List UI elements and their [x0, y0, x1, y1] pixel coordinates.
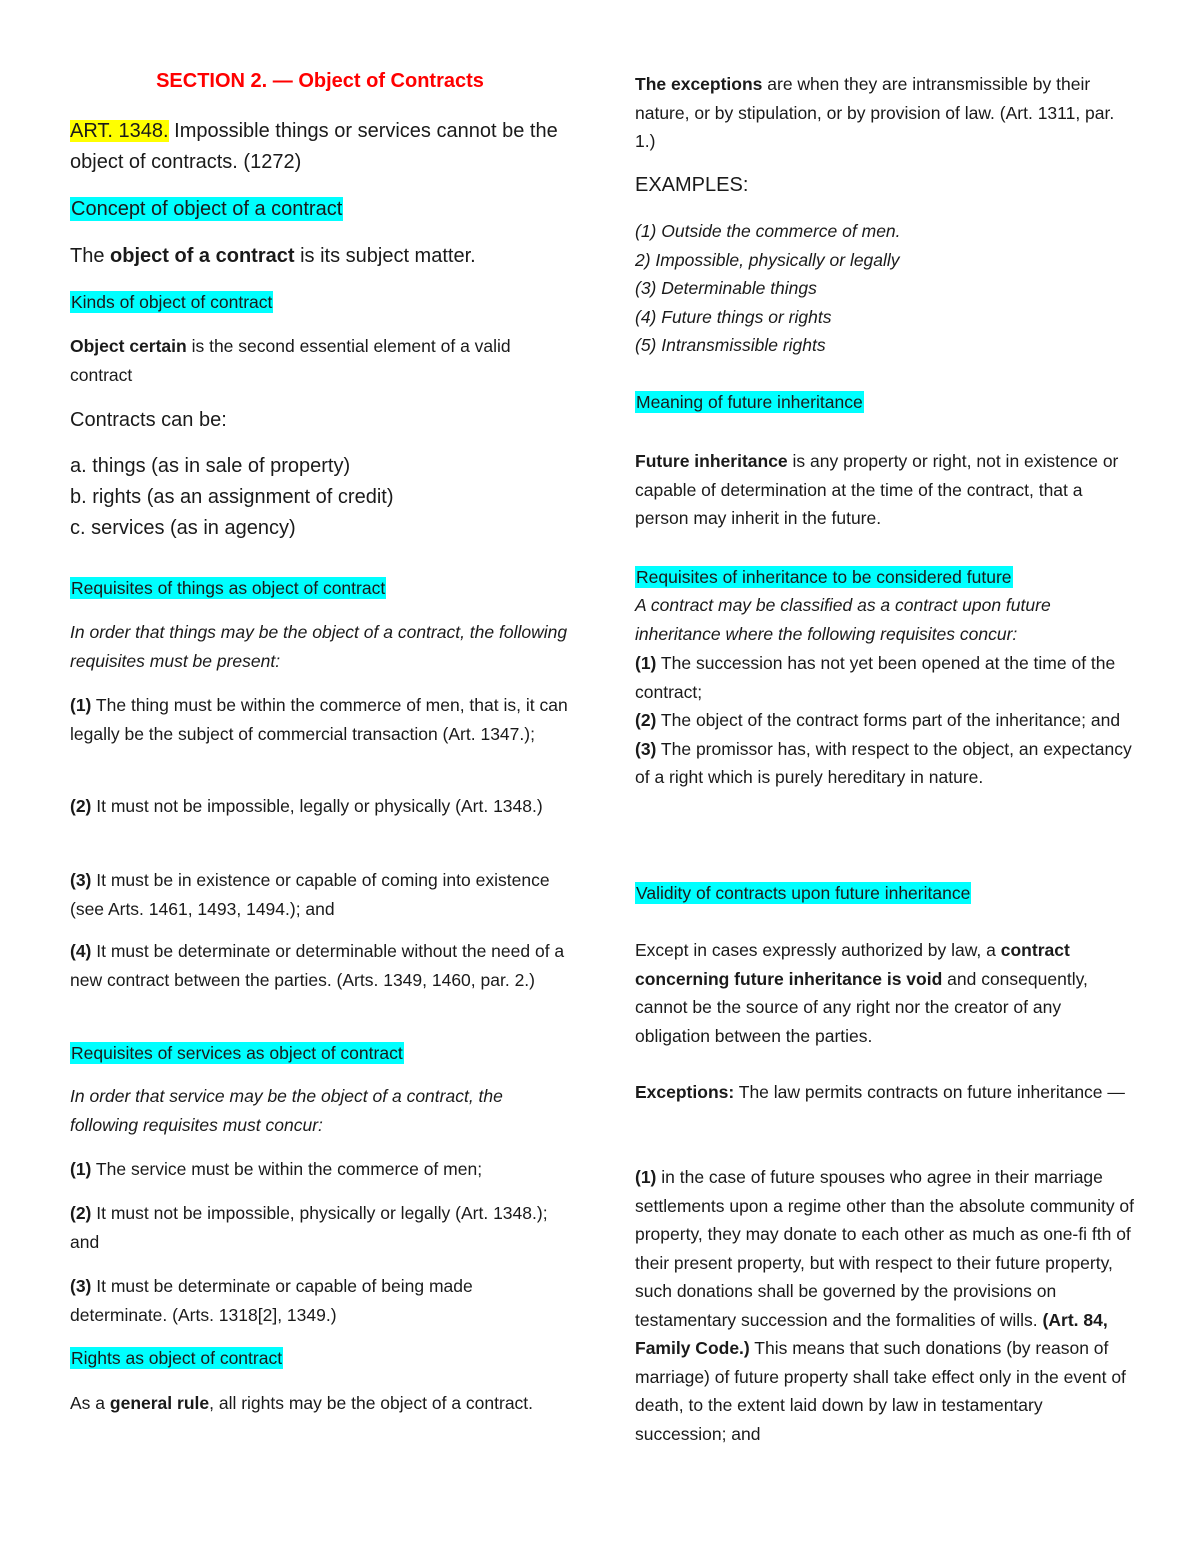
- rights-heading: Rights as object of contract: [71, 1348, 283, 1368]
- services-item-2: (2) It must not be impossible, physically or legally (Art. 1348.); and: [70, 1203, 548, 1252]
- validity-heading: Validity of contracts upon future inheritance: [636, 883, 971, 903]
- services-intro: In order that service may be the object of a contract, the following requisites must concur:: [70, 1086, 503, 1135]
- kinds-heading: Kinds of object of contract: [71, 292, 273, 312]
- requisites-list: [635, 649, 1135, 792]
- list-item: c. services (as in agency): [70, 517, 296, 539]
- example-item: (1) Outside the commerce of men.: [635, 221, 901, 241]
- example-item: (3) Determinable things: [635, 278, 817, 298]
- concept-definition: The object of a contract is its subject matter.: [70, 245, 476, 267]
- example-item: 2) Impossible, physically or legally: [635, 249, 900, 270]
- article-label: ART. 1348.: [70, 120, 169, 142]
- requisites-heading: Requisites of inheritance to be considered future: [636, 567, 1012, 587]
- examples-label: EXAMPLES:: [635, 174, 749, 196]
- exceptions-text: The exceptions are when they are intransmissible by their nature, or by stipulation, or by provision of law. (Art. 1311, par. 1.): [635, 74, 1115, 151]
- things-item-1: (1) The thing must be within the commerce of men, that is, it can legally be the subject of commercial transaction (Art. 1347.);: [70, 695, 568, 744]
- requisites-intro: A contract may be classified as a contract upon future inheritance where the following requisites concur:: [635, 595, 1051, 644]
- list-item: a. things (as in sale of property): [70, 455, 351, 477]
- list-item: b. rights (as an assignment of credit): [70, 486, 394, 508]
- validity-text: Except in cases expressly authorized by law, a contract concerning future inheritance is void and consequently, cannot be the source of any right nor the creator of any obligation between the parties.: [635, 940, 1088, 1046]
- article-text: Impossible things or services cannot be the object of contracts. (1272): [70, 120, 558, 173]
- article-1348: [70, 116, 570, 178]
- services-item-3: (3) It must be determinate or capable of being made determinate. (Arts. 1318[2], 1349.): [70, 1276, 473, 1325]
- services-item-1: (1) The service must be within the commerce of men;: [70, 1159, 483, 1179]
- services-heading: Requisites of services as object of contract: [71, 1043, 403, 1063]
- things-item-3: (3) It must be in existence or capable of coming into existence (see Arts. 1461, 1493, 1494.); and: [70, 870, 550, 919]
- requisite-item: (3) The promissor has, with respect to the object, an expectancy of a right which is purely hereditary in nature.: [635, 738, 1132, 787]
- concept-heading: Concept of object of a contract: [71, 198, 343, 220]
- contracts-can-be: Contracts can be:: [70, 409, 227, 431]
- example-item: (5) Intransmissible rights: [635, 335, 826, 355]
- future-heading: Meaning of future inheritance: [636, 392, 863, 412]
- things-intro: In order that things may be the object of a contract, the following requisites must be present:: [70, 622, 568, 671]
- future-definition: Future inheritance is any property or right, not in existence or capable of determination at the time of the contract, that a person may inherit in the future.: [635, 451, 1119, 528]
- example-item: (4) Future things or rights: [635, 306, 832, 327]
- rights-text: As a general rule, all rights may be the object of a contract.: [70, 1393, 534, 1413]
- requisite-item: (1) The succession has not yet been opened at the time of the contract;: [635, 653, 1116, 702]
- things-heading: Requisites of things as object of contract: [71, 578, 386, 598]
- exception-item-1: (1) in the case of future spouses who agree in their marriage settlements upon a regime other than the absolute community of property, they may donate to each other as much as one-fi fth of their present property, but with respect to their future property, such donations shall be governed by the provisions on testamentary succession and the formalities of wills. (Art. 84, Family Code.) This means that such donations (by reason of marriage) of future property shall take effect only in the event of death, to the extent laid down by law in testamentary succession; and: [635, 1167, 1135, 1444]
- things-item-2: (2) It must not be impossible, legally or physically (Art. 1348.): [70, 796, 543, 816]
- things-item-4: (4) It must be determinate or determinable without the need of a new contract between the parties. (Arts. 1349, 1460, par. 2.): [70, 941, 565, 990]
- exceptions-intro: Exceptions: The law permits contracts on future inheritance —: [635, 1082, 1125, 1102]
- kinds-text: Object certain is the second essential element of a valid contract: [70, 336, 511, 385]
- contract-kinds-list: [70, 451, 570, 544]
- section-title: SECTION 2. — Object of Contracts: [156, 70, 484, 92]
- requisite-item: (2) The object of the contract forms part of the inheritance; and: [635, 710, 1121, 730]
- examples-list: [635, 217, 1135, 360]
